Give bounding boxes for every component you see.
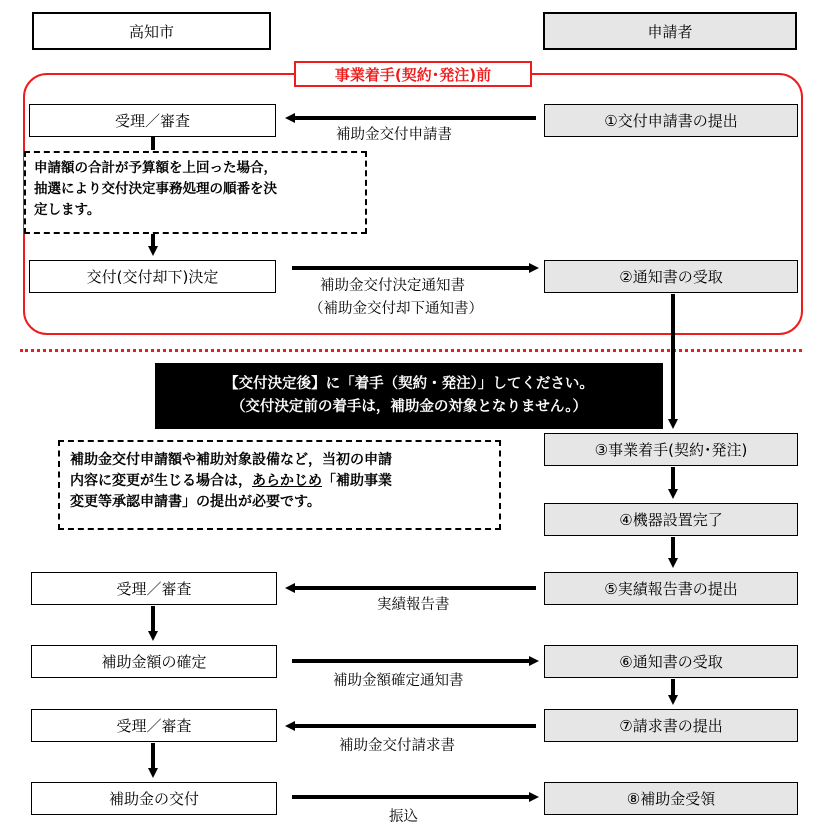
city-review-2-label: 受理／審査 <box>116 580 192 598</box>
lottery-note-line-3: 定します。 <box>34 202 101 218</box>
applicant-step-5-label: ⑤実績報告書の提出 <box>604 580 738 598</box>
change-note-line-3: 変更等承認申請書」の提出が必要です。 <box>70 494 321 510</box>
lottery-note-line-2: 抽選により交付決定事務処理の順番を決 <box>34 181 277 197</box>
label-transfer: 振込 <box>389 809 418 825</box>
label-claim: 補助金交付請求書 <box>339 738 455 754</box>
label-decision-notice: 補助金交付決定通知書 <box>320 278 465 294</box>
change-note-line-2-a: 内容に変更が生じる場合は， <box>70 473 252 489</box>
warning-line-2: （交付決定前の着手は，補助金の対象となりません。） <box>230 399 588 415</box>
applicant-step-7-label: ⑦請求書の提出 <box>619 717 723 735</box>
applicant-header-label: 申請者 <box>647 22 693 41</box>
lottery-note-line-1: 申請額の合計が予算額を上回った場合， <box>34 160 277 176</box>
pre-contract-phase-title-text: 事業着手(契約･発注)前 <box>334 65 492 84</box>
label-amount-notice: 補助金額確定通知書 <box>333 673 464 689</box>
change-note-underlined: あらかじめ <box>252 473 322 489</box>
label-application: 補助金交付申請書 <box>336 127 452 143</box>
applicant-step-3-label: ③事業着手(契約･発注) <box>594 441 748 459</box>
city-header-label: 高知市 <box>128 22 174 41</box>
warning-line-1: 【交付決定後】に「着手（契約・発注）」してください。 <box>224 376 594 392</box>
label-rejection-notice: （補助金交付却下通知書） <box>309 301 483 317</box>
city-payment-label: 補助金の交付 <box>108 790 199 808</box>
change-note-line-1: 補助金交付申請額や補助対象設備など，当初の申請 <box>70 452 392 468</box>
label-report: 実績報告書 <box>377 597 450 613</box>
city-review-1-label: 受理／審査 <box>114 112 190 130</box>
applicant-step-8-label: ⑧補助金受領 <box>626 790 716 808</box>
city-confirm-amount-label: 補助金額の確定 <box>101 653 207 671</box>
applicant-step-4-label: ④機器設置完了 <box>619 511 723 529</box>
city-decision-label: 交付(交付却下)決定 <box>86 268 219 286</box>
change-note-line-2-b: 「補助事業 <box>322 473 392 489</box>
applicant-step-1-label: ①交付申請書の提出 <box>604 112 738 130</box>
applicant-step-6-label: ⑥通知書の受取 <box>619 653 723 671</box>
applicant-step-2-label: ②通知書の受取 <box>619 268 723 286</box>
city-review-3-label: 受理／審査 <box>116 717 192 735</box>
